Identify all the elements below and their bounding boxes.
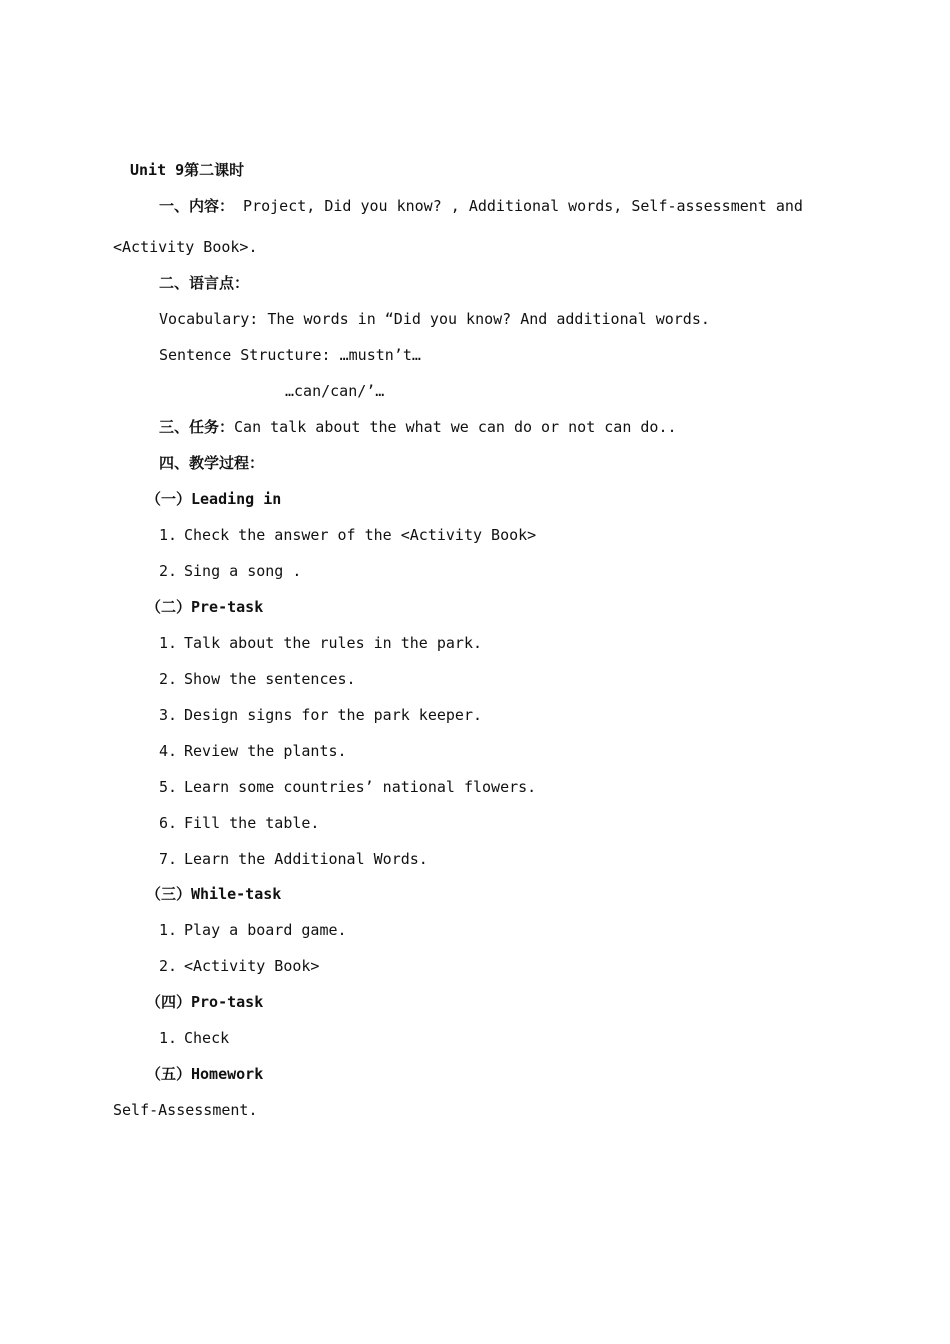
process-label: 四、教学过程： [159, 454, 265, 472]
list-item-text: Review the plants. [184, 742, 347, 760]
list-item [159, 920, 347, 940]
sentence-structure-line-2: …can/can/’… [285, 382, 385, 400]
list-item [159, 669, 356, 689]
list-item-text: Learn some countries’ national flowers. [184, 778, 537, 796]
list-item-text: Check [184, 1029, 230, 1047]
list-item [159, 1028, 229, 1048]
list-number: 1. [159, 526, 178, 544]
sentence-structure-line: Sentence Structure: …mustn’t… [159, 346, 421, 364]
section-heading-homework: （五）Homework [146, 1065, 264, 1083]
list-item [159, 741, 347, 761]
list-item-text: Fill the table. [184, 814, 320, 832]
list-number: 4. [159, 742, 178, 760]
content-label: 一、内容： [159, 197, 235, 215]
list-item [159, 813, 319, 833]
list-item [159, 956, 319, 976]
list-item-text: <Activity Book> [184, 957, 320, 975]
list-number: 5. [159, 778, 178, 796]
list-item-text: Check the answer of the <Activity Book> [184, 526, 537, 544]
list-item [159, 777, 536, 797]
section-heading-pre-task: （二）Pre-task [146, 598, 264, 616]
list-number: 2. [159, 957, 178, 975]
list-item-text: Sing a song . [184, 562, 302, 580]
list-item-text: Learn the Additional Words. [184, 850, 428, 868]
list-number: 2. [159, 670, 178, 688]
content-continuation: <Activity Book>. [113, 238, 258, 256]
list-number: 7. [159, 850, 178, 868]
section-heading-pro-task: （四）Pro-task [146, 993, 264, 1011]
list-number: 1. [159, 921, 178, 939]
list-number: 6. [159, 814, 178, 832]
list-number: 1. [159, 634, 178, 652]
list-number: 2. [159, 562, 178, 580]
vocabulary-line: Vocabulary: The words in “Did you know? And additional words. [159, 310, 710, 328]
task-line [159, 417, 677, 437]
list-item-text: Play a board game. [184, 921, 347, 939]
content-text: Project, Did you know? , Additional words, Self-assessment and [234, 197, 803, 215]
list-number: 3. [159, 706, 178, 724]
list-item [159, 561, 301, 581]
list-item [159, 525, 536, 545]
list-item [159, 633, 482, 653]
language-points-label: 二、语言点： [159, 274, 250, 292]
list-item [159, 849, 428, 869]
list-item-text: Design signs for the park keeper. [184, 706, 483, 724]
task-label: 三、任务： [159, 418, 235, 436]
list-item-text: Show the sentences. [184, 670, 356, 688]
homework-text: Self-Assessment. [113, 1101, 258, 1119]
list-item [159, 705, 482, 725]
section-heading-leading-in: （一）Leading in [146, 490, 282, 508]
list-number: 1. [159, 1029, 178, 1047]
section-heading-while-task: （三）While-task [146, 885, 282, 903]
content-line [159, 196, 803, 216]
list-item-text: Talk about the rules in the park. [184, 634, 483, 652]
document-title: Unit 9第二课时 [130, 161, 245, 179]
task-text: Can talk about the what we can do or not can do.. [234, 418, 677, 436]
